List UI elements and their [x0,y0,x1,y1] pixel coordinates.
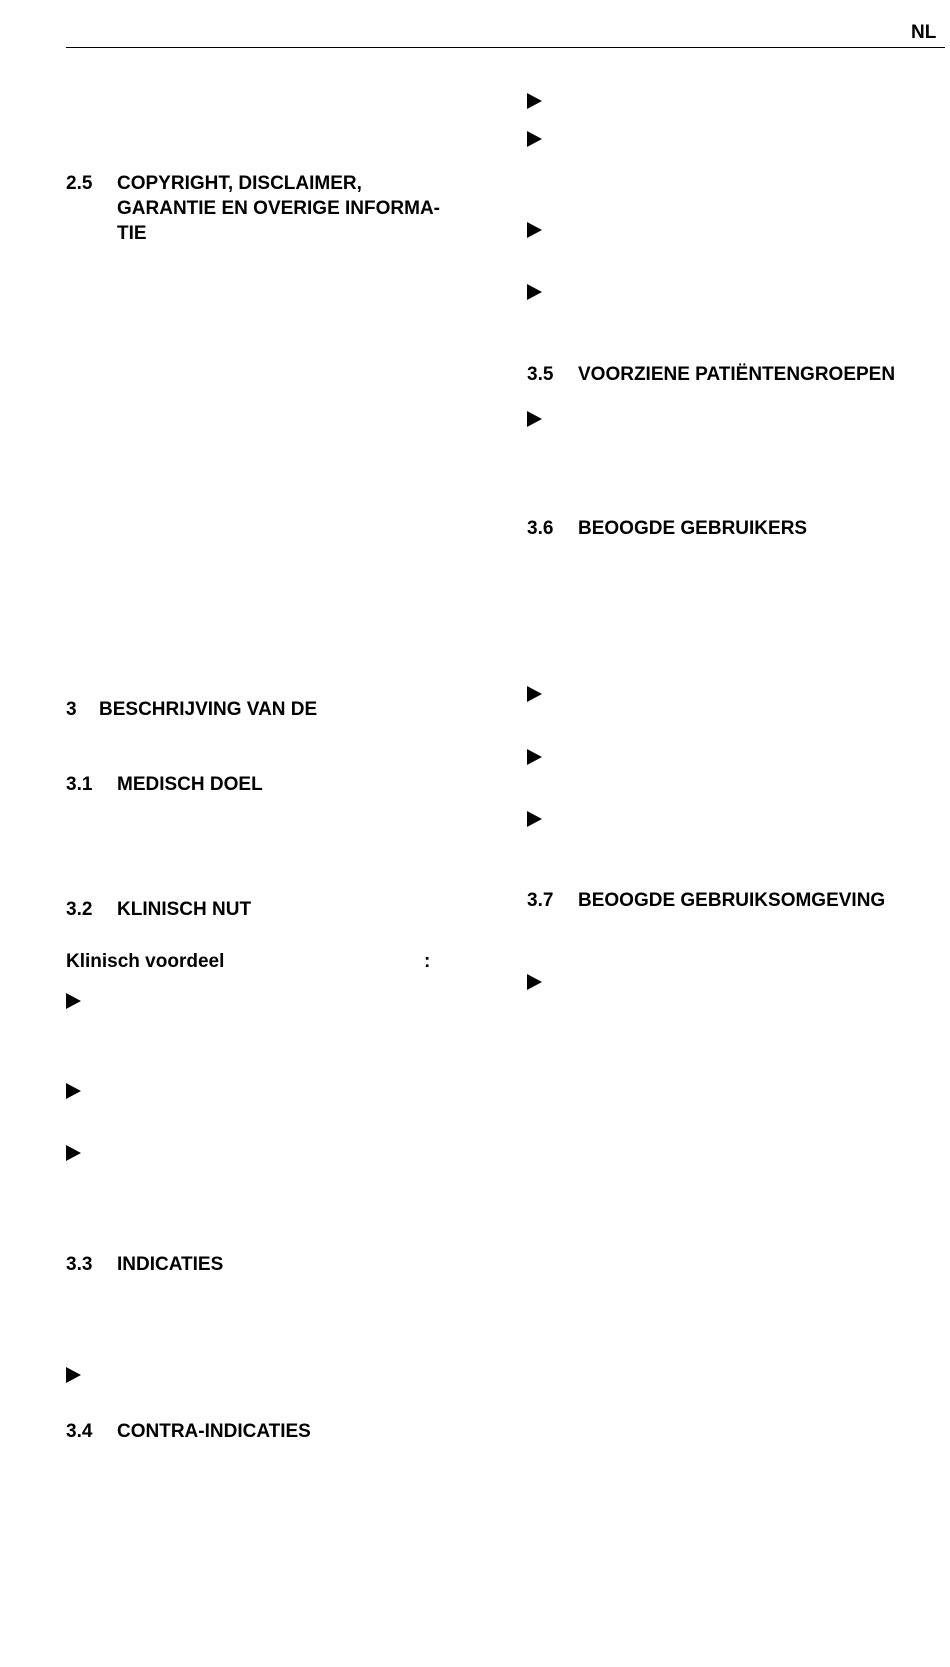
bullet-triangle-icon [527,974,542,990]
heading-title: KLINISCH NUT [117,899,252,920]
heading-title: MEDISCH DOEL [117,774,263,795]
bullet-triangle-icon [527,411,542,427]
language-label: NL [911,22,937,43]
bullet-triangle-icon [527,749,542,765]
heading-title: BEOOGDE GEBRUIKSOMGEVING [578,890,886,911]
bullet-triangle-icon [527,686,542,702]
bullet-triangle-icon [66,1083,81,1099]
header-rule [66,47,911,48]
bullet-triangle-icon [527,131,542,147]
heading-title: VOORZIENE PATIËNTENGROEPEN [578,364,896,385]
heading-title: INDICATIES [117,1254,224,1275]
heading-title: CONTRA-INDICATIES [117,1421,311,1442]
bullet-triangle-icon [527,93,542,109]
bullet-triangle-icon [66,1367,81,1383]
bullet-triangle-icon [527,222,542,238]
heading-number: 3.6 [527,518,554,539]
heading-number: 3.3 [66,1254,93,1275]
heading-title: BESCHRIJVING VAN DE [99,699,318,720]
heading-number: 2.5 [66,173,93,194]
subheading-colon: : [424,951,431,972]
subheading-klinisch-voordeel: Klinisch voordeel [66,951,225,972]
bullet-triangle-icon [66,993,81,1009]
heading-title: BEOOGDE GEBRUIKERS [578,518,808,539]
heading-number: 3.2 [66,899,93,920]
heading-number: 3.5 [527,364,554,385]
bullet-triangle-icon [66,1145,81,1161]
heading-number: 3 [66,699,77,720]
heading-line-3: TIE [117,223,147,244]
heading-line-1: COPYRIGHT, DISCLAIMER, [117,173,362,194]
heading-number: 3.1 [66,774,93,795]
heading-line-2: GARANTIE EN OVERIGE INFORMA- [117,198,441,219]
header-rule-tab [908,47,945,48]
bullet-triangle-icon [527,811,542,827]
bullet-triangle-icon [527,284,542,300]
heading-number: 3.7 [527,890,554,911]
heading-number: 3.4 [66,1421,93,1442]
